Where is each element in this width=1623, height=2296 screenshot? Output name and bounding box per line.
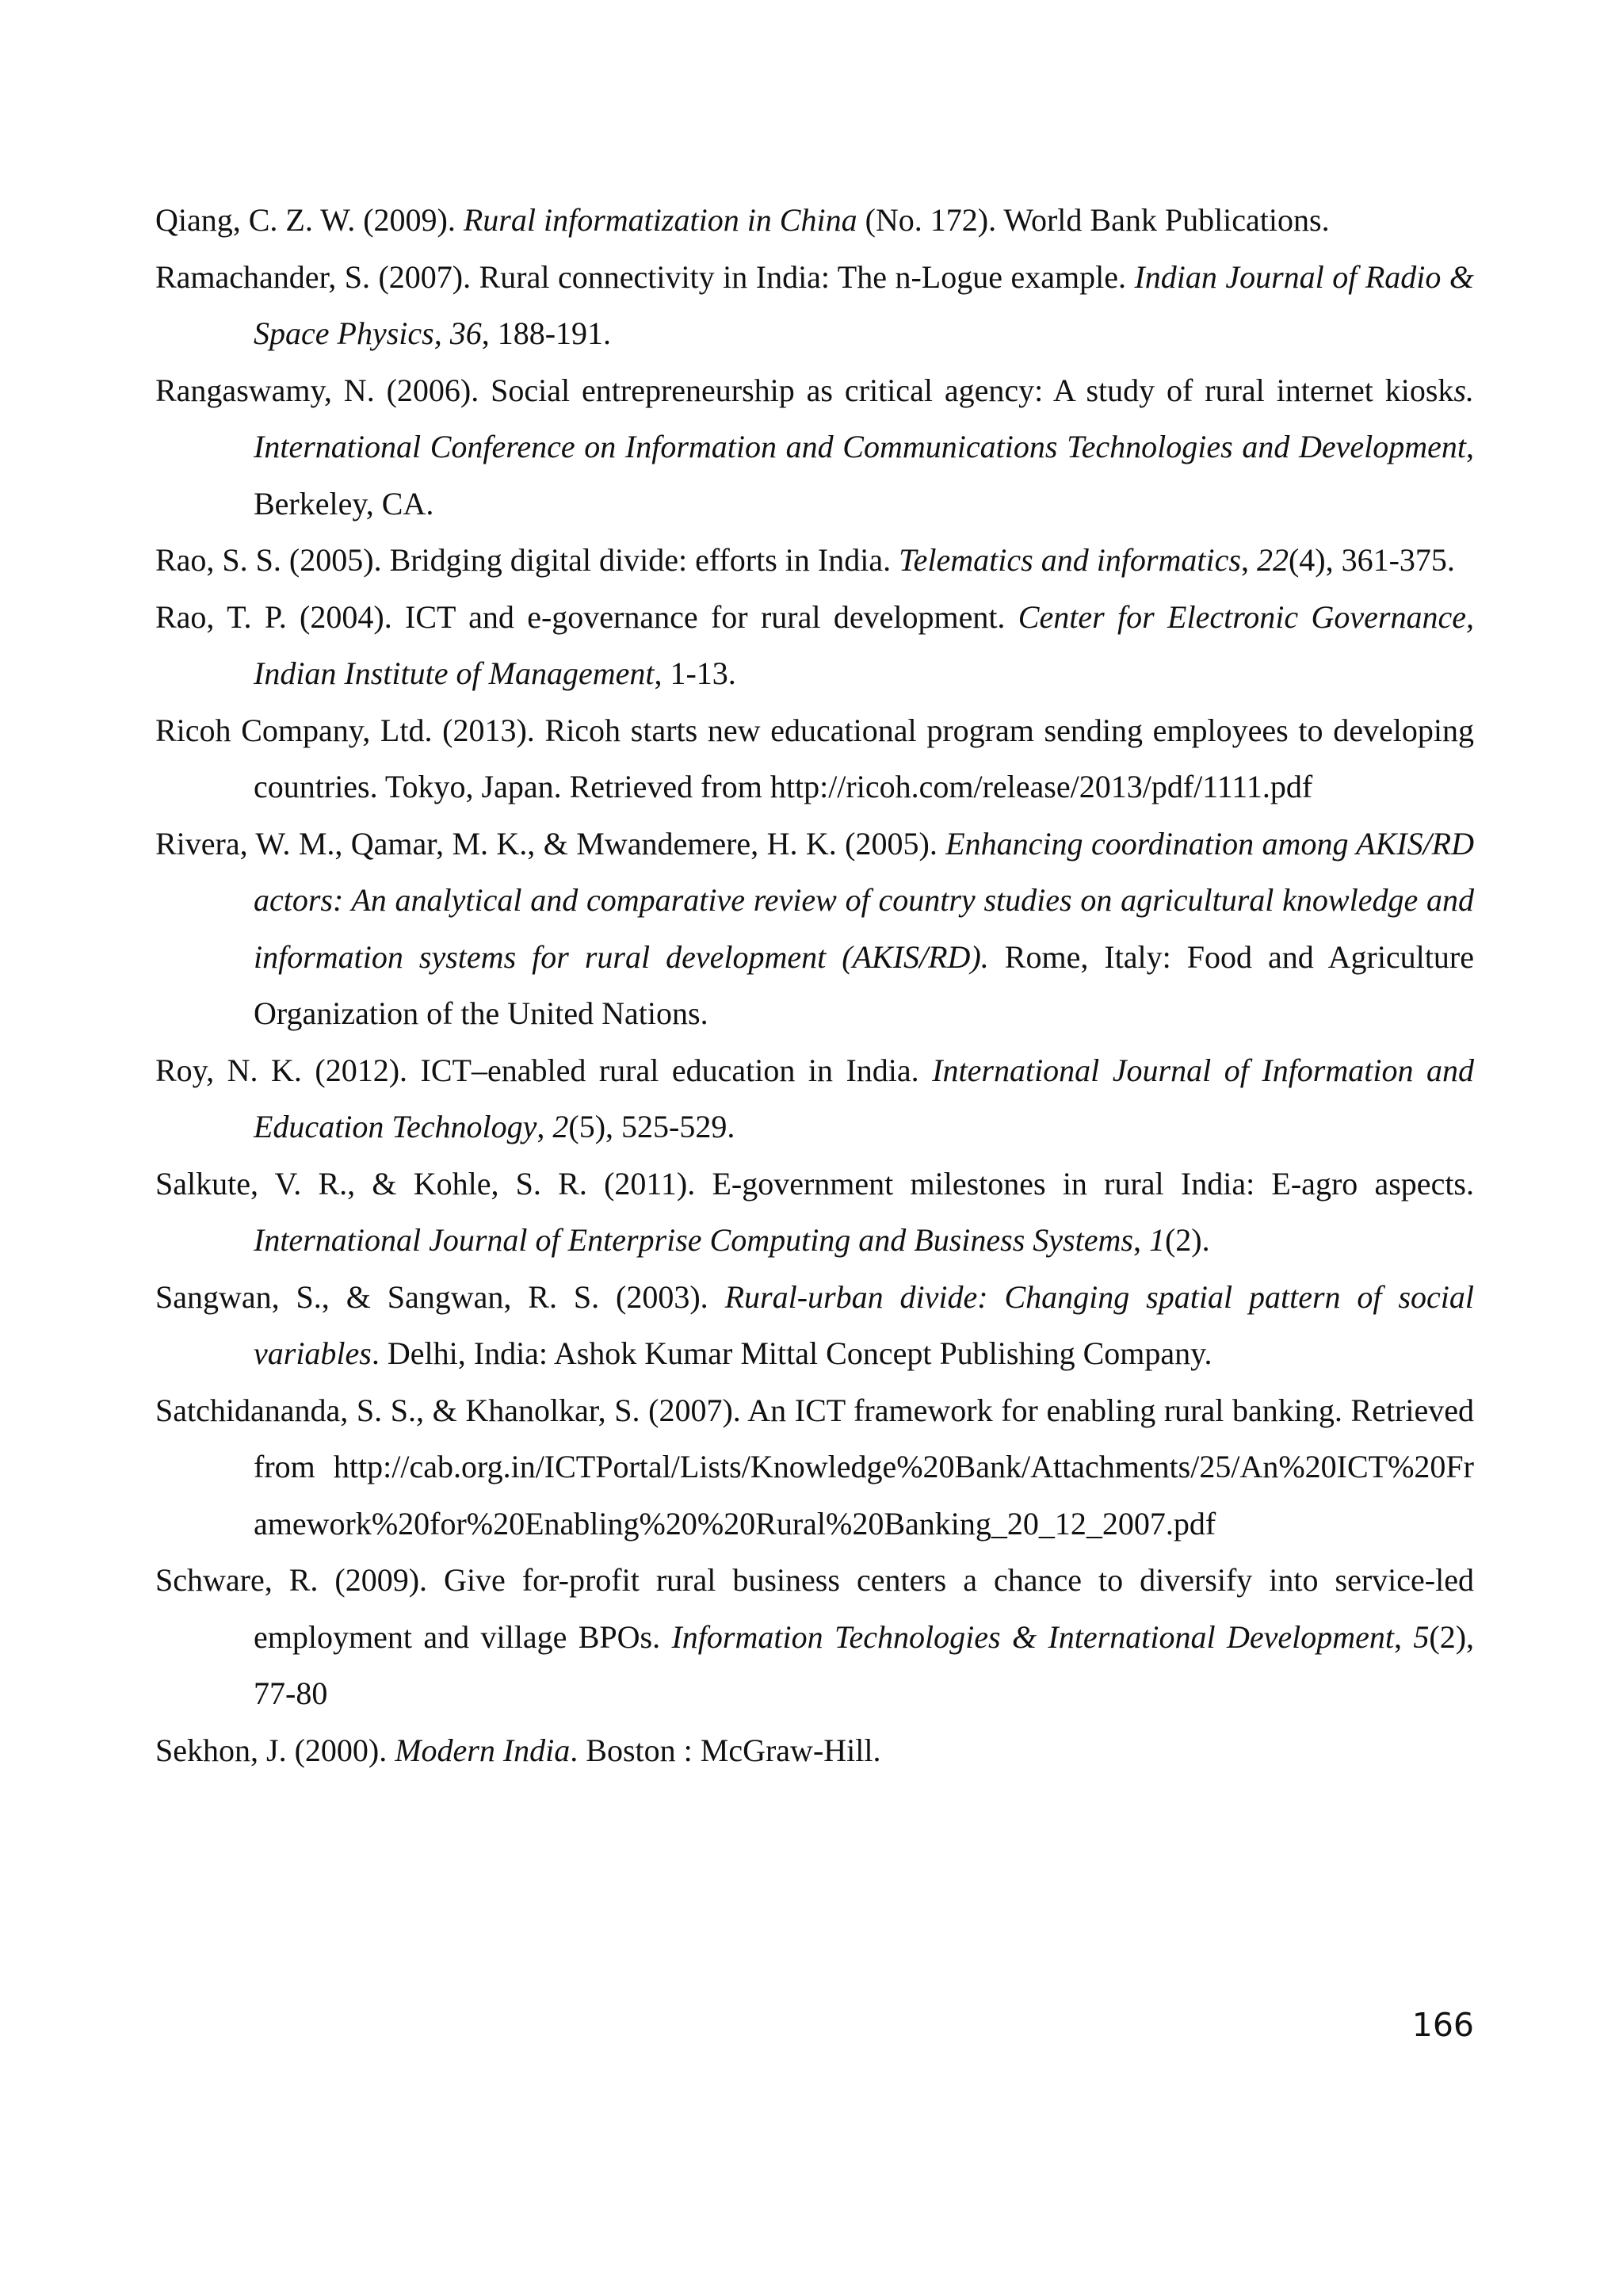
reference-text: Ramachander, S. (2007). Rural connectivity in India: The n-Logue example. — [155, 258, 1135, 295]
reference-italic-text: 5 — [1413, 1618, 1430, 1655]
reference-italic-text: Rural informatization in China — [463, 202, 857, 238]
reference-text: Sangwan, S., & Sangwan, R. S. (2003). — [155, 1278, 725, 1315]
reference-text: . Delhi, India: Ashok Kumar Mittal Concept Publishing Company. — [371, 1335, 1212, 1371]
reference-list — [155, 192, 1474, 1778]
reference-text: , — [537, 1109, 553, 1144]
reference-text: . Boston : McGraw-Hill. — [570, 1732, 881, 1768]
reference-italic-text: International Journal of Information and Education Technology — [254, 1052, 1474, 1144]
reference-italic-text: Information Technologies & International Development — [671, 1618, 1394, 1655]
reference-entry — [155, 589, 1474, 702]
reference-italic-text: Rural-urban divide: Changing spatial pattern of social variables — [254, 1278, 1474, 1371]
reference-entry — [155, 249, 1474, 362]
reference-text: Rao, T. P. (2004). ICT and e-governance for rural development. — [155, 598, 1018, 635]
reference-text: (No. 172). World Bank Publications. — [857, 202, 1330, 238]
reference-entry — [155, 1722, 1474, 1779]
reference-text: Satchidananda, S. S., & Khanolkar, S. (2007). An ICT framework for enabling rural banking. Retrieved from http://cab.org.in/ICTPortal/Lists/Knowledge%20Bank/Attachments/25/An%20ICT%20Framework%20for%20Enabling%20%20Rural%20Banking_20_12_2007.pdf — [155, 1392, 1474, 1541]
reference-italic-text: s. International Conference on Information and Communications Technologies and Development — [254, 372, 1474, 464]
reference-text: , — [1132, 1222, 1149, 1258]
reference-text: , 1-13. — [654, 655, 736, 691]
reference-text: Rome, Italy: Food and Agriculture Organization of the United Nations. — [254, 938, 1474, 1031]
reference-entry — [155, 192, 1474, 249]
reference-text: Ricoh Company, Ltd. (2013). Ricoh starts new educational program sending employees to developing countries. Tokyo, Japan. Retrieved from http://ricoh.com/release/2013/pdf/1111.pdf — [155, 712, 1474, 804]
reference-italic-text: Modern India — [395, 1732, 571, 1768]
reference-entry — [155, 816, 1474, 1042]
reference-text: Rangaswamy, N. (2006). Social entrepreneurship as critical agency: A study of rural internet kiosk — [155, 372, 1454, 408]
reference-entry — [155, 1269, 1474, 1382]
reference-italic-text: International Journal of Enterprise Computing and Business Systems — [254, 1222, 1133, 1258]
reference-italic-text: Telematics and informatics — [899, 542, 1241, 578]
reference-italic-text: Indian Journal of Radio & Space Physics, 36 — [254, 258, 1475, 351]
reference-text: (4), 361-375. — [1288, 542, 1455, 578]
reference-text: Schware, R. (2009). Give for-profit rural business centers a chance to diversify into service-led employment and village BPOs. — [155, 1562, 1474, 1655]
reference-text: Rivera, W. M., Qamar, M. K., & Mwandemere, H. K. (2005). — [155, 825, 946, 861]
reference-entry — [155, 532, 1474, 589]
reference-text: , — [1240, 542, 1257, 578]
reference-text: Roy, N. K. (2012). ICT–enabled rural education in India. — [155, 1052, 933, 1088]
reference-entry — [155, 702, 1474, 816]
reference-text: Rao, S. S. (2005). Bridging digital divide: efforts in India. — [155, 542, 899, 578]
reference-text: , 188-191. — [481, 315, 612, 351]
reference-text: , Berkeley, CA. — [254, 429, 1474, 521]
reference-entry — [155, 1156, 1474, 1269]
reference-entry — [155, 1382, 1474, 1553]
reference-entry — [155, 1042, 1474, 1156]
reference-text: (5), 525-529. — [568, 1109, 735, 1144]
reference-text: Sekhon, J. (2000). — [155, 1732, 395, 1768]
page-number: 166 — [1411, 2006, 1474, 2044]
reference-entry — [155, 362, 1474, 533]
reference-entry — [155, 1552, 1474, 1722]
reference-italic-text: 2 — [552, 1109, 569, 1144]
reference-text: (2). — [1164, 1222, 1210, 1258]
reference-text: Salkute, V. R., & Kohle, S. R. (2011). E-government milestones in rural India: E-agro aspects. — [155, 1165, 1474, 1201]
reference-italic-text: 22 — [1256, 542, 1289, 578]
reference-text: , — [1393, 1618, 1414, 1655]
reference-italic-text: Enhancing coordination among AKIS/RD actors: An analytical and comparative review of country studies on agricultural knowledge and information systems for rural development (AKIS/RD). — [254, 825, 1475, 975]
reference-text: Qiang, C. Z. W. (2009). — [155, 202, 464, 238]
reference-text: (2), 77-80 — [254, 1618, 1475, 1711]
reference-italic-text: 1 — [1148, 1222, 1165, 1258]
reference-italic-text: Center for Electronic Governance, Indian Institute of Management — [254, 598, 1474, 691]
